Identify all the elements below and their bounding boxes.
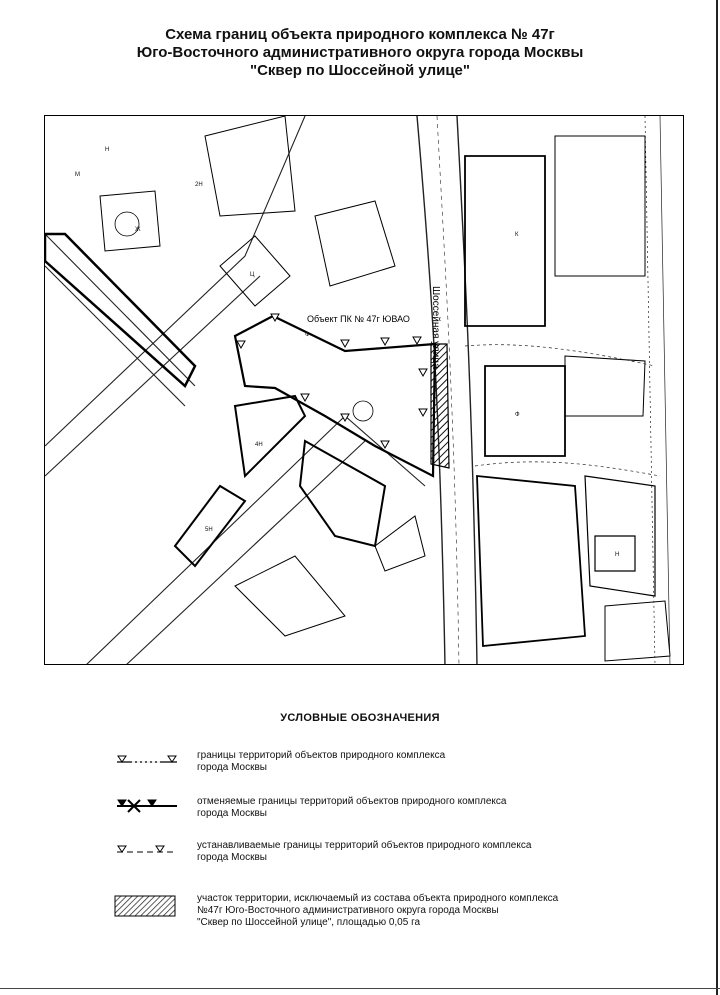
legend-text-established: устанавливаемые границы территорий объектов природного комплекса города Москвы [197, 840, 532, 863]
legend-text-existing: границы территорий объектов природного комплекса города Москвы [197, 750, 446, 773]
legend-symbol-cancelled [112, 796, 182, 822]
svg-text:2Н: 2Н [195, 182, 203, 188]
svg-text:Ф: Ф [305, 332, 310, 338]
title-line-2: Юго-Восточного административного округа города Москвы [136, 44, 584, 61]
map-canvas [45, 116, 684, 665]
bottom-rule [0, 988, 720, 989]
legend-text-cancelled: отменяемые границы территорий объектов природного комплекса города Москвы [197, 796, 507, 819]
svg-text:4Н: 4Н [255, 442, 263, 448]
legend-heading: УСЛОВНЫЕ ОБОЗНАЧЕНИЯ [280, 712, 440, 724]
svg-text:Ф: Ф [515, 412, 520, 418]
legend-symbol-existing [112, 750, 182, 776]
svg-text:Н: Н [615, 552, 620, 558]
legend-item-existing [112, 750, 632, 790]
legend-item-established [112, 840, 632, 880]
east-boundary-line [465, 116, 670, 665]
legend-item-excluded [112, 893, 632, 941]
diagonal-street [45, 116, 425, 665]
svg-text:М: М [75, 172, 80, 178]
legend-symbol-excluded [112, 893, 182, 919]
object-label: Объект ПК № 47г ЮВАО [307, 314, 410, 324]
page-edge [716, 0, 718, 995]
buildings-southwest [175, 396, 425, 636]
title-line-1: Схема границ объекта природного комплекса № 47г [165, 26, 555, 43]
svg-text:Ц: Ц [250, 272, 255, 278]
map-frame[interactable] [44, 115, 684, 665]
buildings-east [465, 136, 670, 661]
page-title [0, 26, 720, 80]
svg-text:5Н: 5Н [205, 527, 213, 533]
svg-text:Н: Н [105, 147, 110, 153]
svg-text:К: К [515, 232, 519, 238]
building-block-left [45, 116, 395, 386]
street-label: Шоссейная улица [430, 286, 441, 369]
legend-item-cancelled [112, 796, 632, 836]
title-line-3: "Сквер по Шоссейной улице" [249, 62, 470, 79]
legend-text-excluded: участок территории, исключаемый из состава объекта природного комплекса №47г Юго-Восточного административного округа города Москвы "Сквер по Шоссейной улице", площадью 0,05 га [197, 893, 559, 928]
object-boundary [235, 314, 449, 476]
legend-symbol-established [112, 840, 182, 866]
svg-text:Ж: Ж [135, 227, 141, 233]
